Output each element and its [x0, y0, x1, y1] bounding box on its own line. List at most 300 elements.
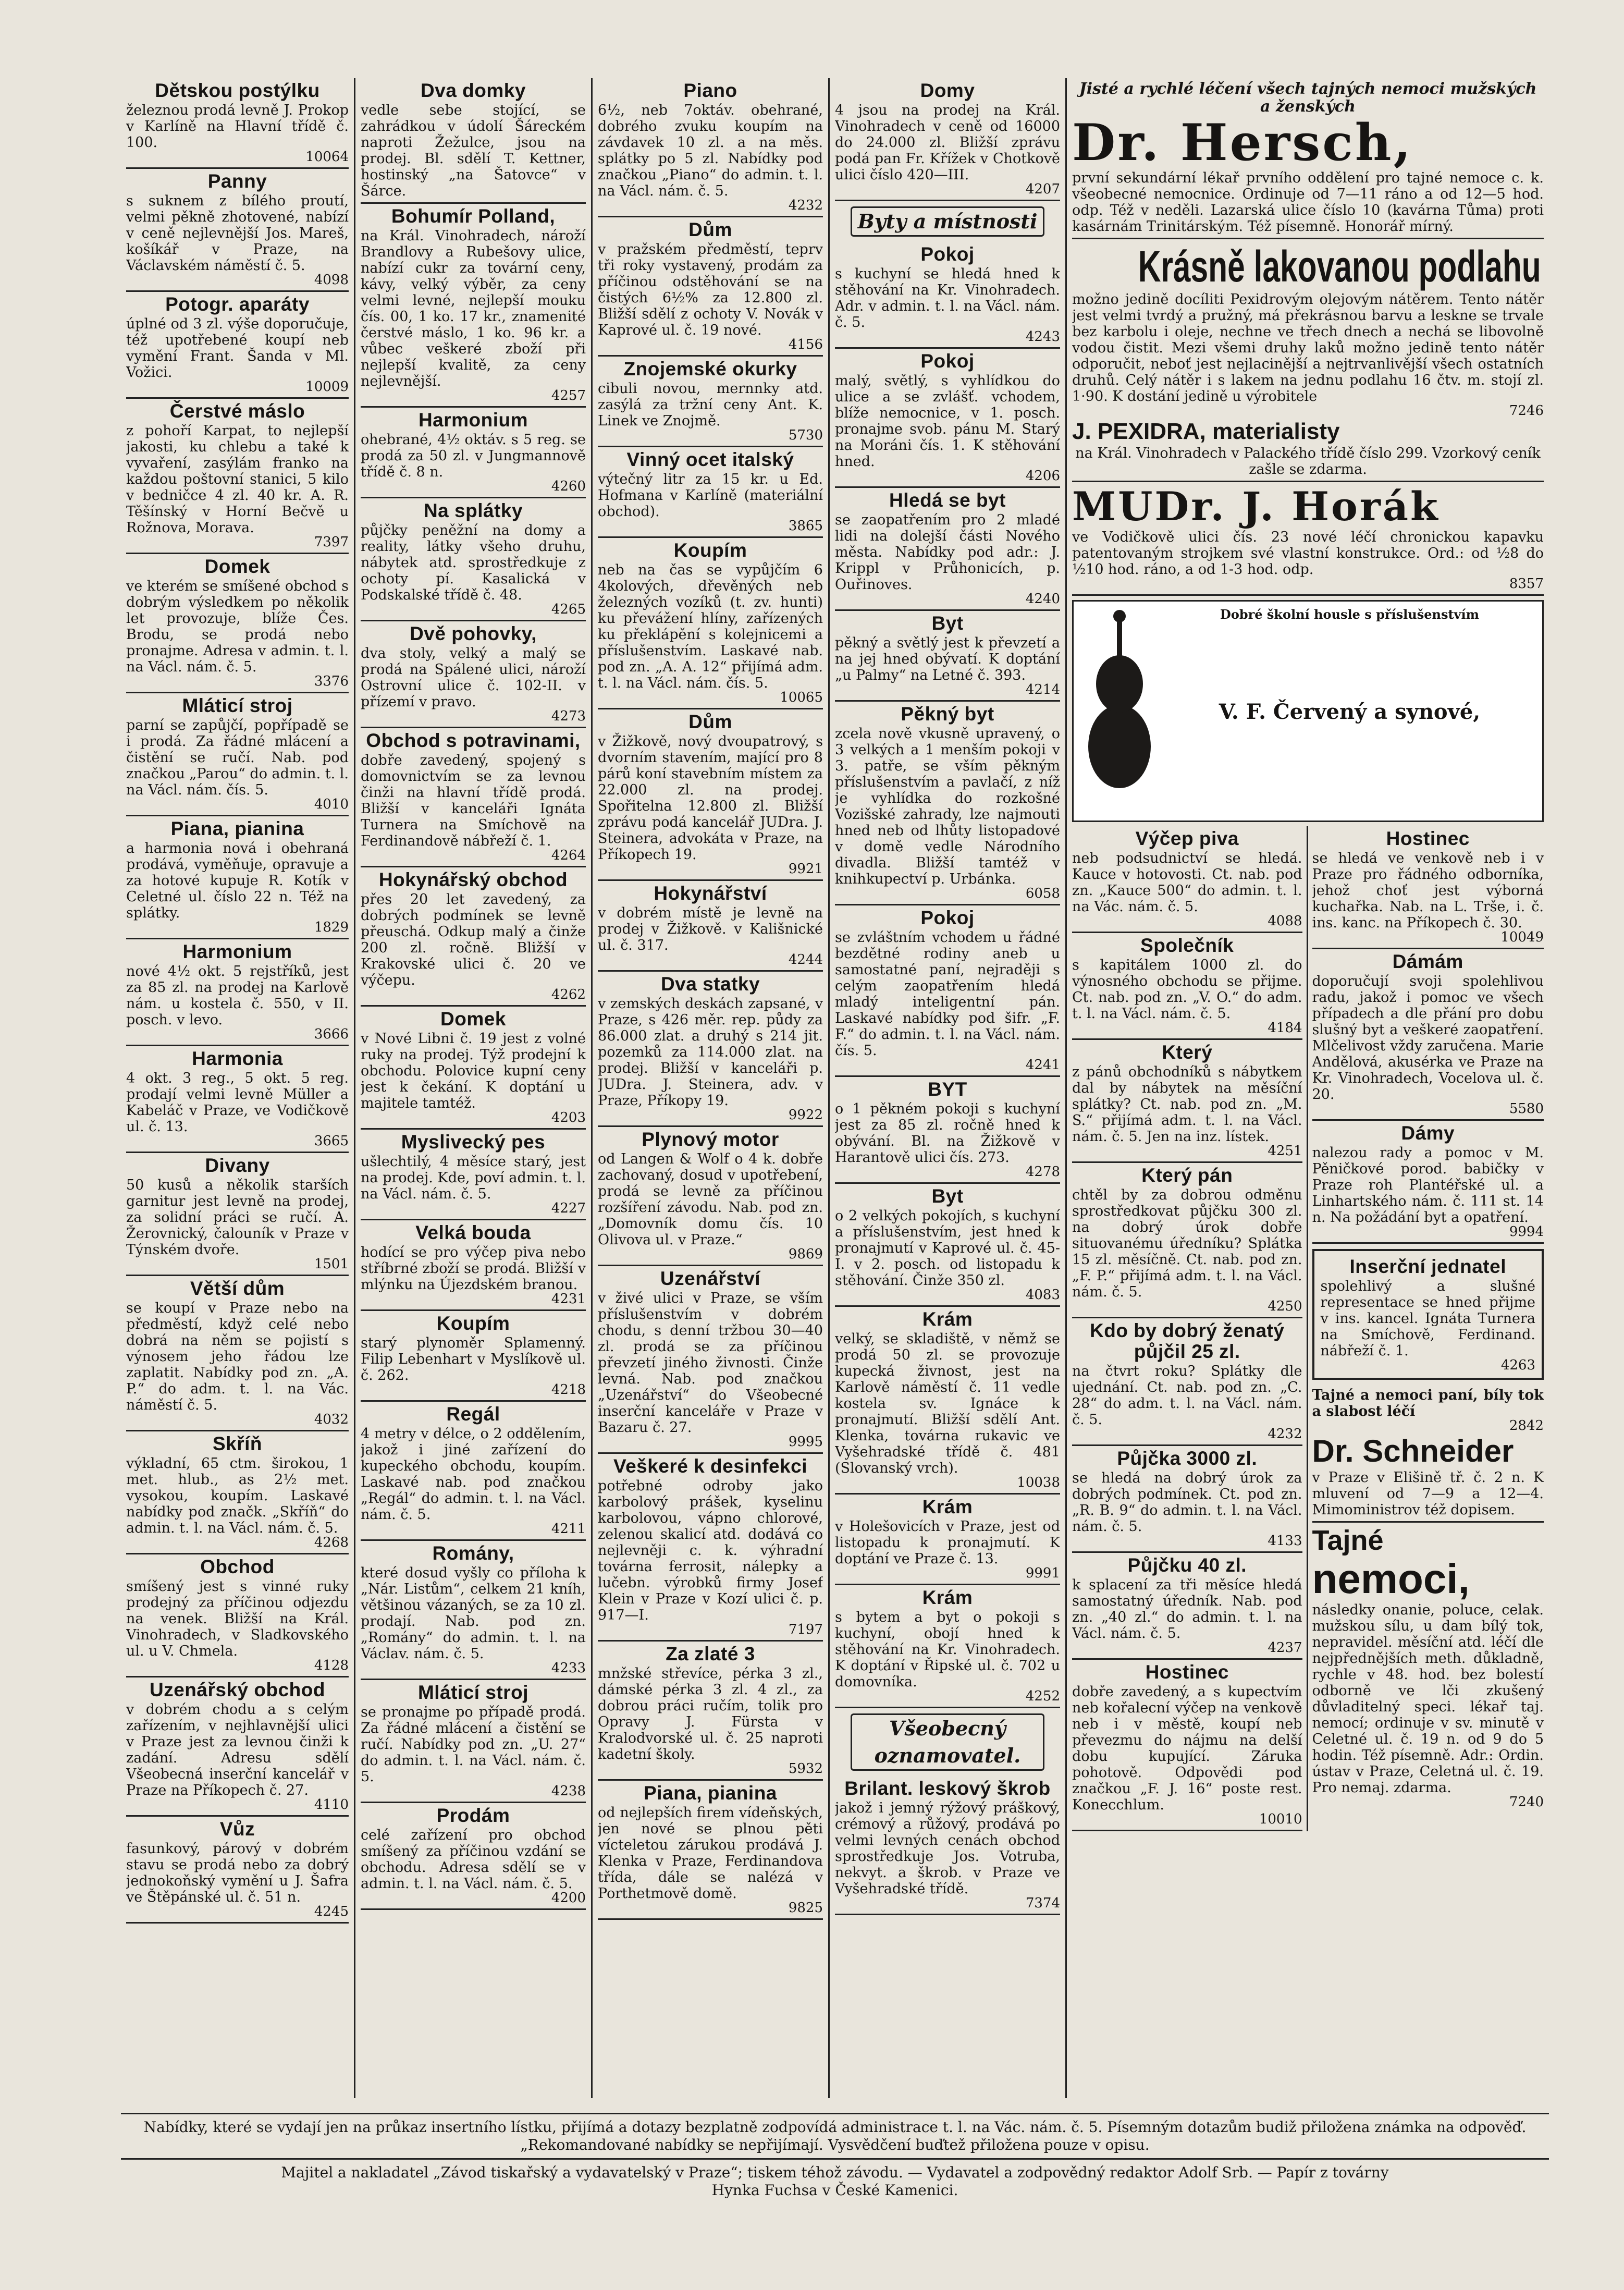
ad-title: Půjčku 40 zl.	[1127, 1554, 1247, 1576]
classified-ad	[361, 1130, 586, 1220]
ad-body: dobře zavedený, spojený s domovnictvím se za levnou činži na hlavní třídě prodá. Bližší v kanceláři Ignáta Turnera na Smíchově na Ferdinandově nábřeží č. 1.	[361, 752, 586, 849]
ad-title: Dámám	[1392, 951, 1463, 972]
ad-title: Mláticí stroj	[417, 1682, 529, 1703]
ad-body: hodící se pro výčep piva nebo stříbrné zboží se prodá. Bližší v mlýnku na Újezdském branou.	[361, 1244, 586, 1293]
ad-number: 4232	[788, 198, 823, 213]
ad-number: 4273	[551, 708, 586, 724]
podlaha-ad	[1072, 239, 1544, 482]
ad-body: na Král. Vinohradech, nároží Brandlovy a Rubešovy ulice, nabízí cukr za tovární ceny, kávy, velký výběr, za ceny velmi levné, nejlepší mouku čís. 00, 1 ko. 17 kr., znamenité čerstvé máslo, 1 ko. 96 kr. a vůbec veškeré zboží při nejlepší kvalitě, za ceny nejlevnější.	[361, 228, 586, 389]
ad-number: 4245	[314, 1904, 349, 1919]
ad-number: 3376	[314, 673, 349, 689]
ad-body: dva stoly, velký a malý se prodá na Spálené ulici, nároží Ostrovní ulice č. 102-II. v přízemí v pravo.	[361, 645, 586, 710]
classified-ad	[1072, 933, 1302, 1040]
ad-title: Vůz	[219, 1818, 255, 1840]
ad-title: Koupím	[436, 1313, 510, 1334]
ad-title: Krám	[922, 1496, 973, 1517]
ad-body: dobře zavedený, a s kupectvím neb kořalecní výčep na venkově neb i v městě, koupí neb převezmu do nájmu na delší dobu kupující. Záruka pohotově. Odpovědi pod značkou „F. J. 16“ poste rest. Konecchlum.	[1072, 1684, 1302, 1813]
classified-ad	[361, 1220, 586, 1311]
ad-title: Obchod s potravinami,	[366, 730, 581, 751]
ad-title: Hokynářství	[654, 883, 767, 904]
classified-ad	[126, 1276, 349, 1431]
classified-ad	[126, 1046, 349, 1153]
ad-number: 10049	[1500, 929, 1544, 945]
ad-title: Uzenářský obchod	[150, 1679, 325, 1700]
ad-title: Dům	[688, 219, 732, 240]
column-5	[1067, 78, 1549, 2098]
column-1	[121, 78, 355, 2098]
pexidra-name: J. PEXIDRA, materialisty	[1072, 419, 1340, 444]
classified-ad	[126, 939, 349, 1046]
classified-ad	[361, 498, 586, 621]
classified-ad	[126, 292, 349, 399]
ad-number: 4110	[314, 1797, 349, 1813]
classified-ad	[835, 1077, 1060, 1184]
ad-body: a harmonia nová i obehraná prodává, vyměňuje, opravuje a za hotové kupuje R. Kotík v Celetné ul. číslo 22 n. Též na splátky.	[126, 840, 349, 921]
ad-title: Prodám	[436, 1805, 510, 1826]
ad-body: v Žižkově, nový dvoupatrový, s dvorním stavením, mající pro 8 párů koní stavebním místem za 22.000 zl. na prodej. Spořitelna 12.800 zl. Bližší zprávu podá kancelář JUDra. J. Steinera, advokáta v Praze, na Příkopech 19.	[598, 733, 823, 863]
classified-ad	[835, 488, 1060, 611]
ad-body: starý plynoměr Splamenný. Filip Lebenhart v Myslíkově ul. č. 262.	[361, 1335, 586, 1383]
ad-number: 4244	[788, 952, 823, 968]
ad-body: smíšený jest s vinné ruky prodejný za příčinou odjezdu na venek. Bližší na Král. Vinohradech, v Sladkovského ul. u V. Chmela.	[126, 1578, 349, 1659]
ad-number: 4214	[1025, 682, 1060, 697]
ad-number: 4211	[551, 1521, 586, 1537]
ad-body: o 1 pěkném pokoji s kuchyní jest za 85 zl. ročně hned k obývání. Bl. na Žižkově v Harantově ulici čís. 273.	[835, 1101, 1060, 1166]
ad-body: v Nové Libni č. 19 jest z volné ruky na prodej. Týž prodejní k obchodu. Polovice kupní ceny jest k čekání. K doptání u majitele tamtéž.	[361, 1031, 586, 1111]
ad-body: v dobrém místě je levně na prodej v Žižkově. v Kališnické ul. č. 317.	[598, 905, 823, 953]
section-heading-vseobecny: Všeobecný oznamovatel.	[851, 1713, 1044, 1771]
classified-ad	[835, 702, 1060, 905]
ad-body: v dobrém chodu a s celým zařízením, v nejhlavnější ulici v Praze jest za levnou činži k zadání. Adresu sdělí Všeobecná inserční kancelář v Praze na Příkopech č. 27.	[126, 1701, 349, 1798]
ad-number: 4098	[314, 272, 349, 288]
classified-ad	[126, 1153, 349, 1276]
ad-title: Romány,	[432, 1542, 514, 1564]
ad-body: se zaopatřením pro 2 mladé lidi na dolejší části Nového města. Nabídky pod adr.: J. Krippl v Průhonicích, p. Ouřinoves.	[835, 512, 1060, 593]
ad-number: 4010	[314, 797, 349, 812]
ad-number: 3666	[314, 1026, 349, 1042]
classified-ad	[361, 1007, 586, 1130]
column-2	[355, 78, 593, 2098]
ad-body: 6½, neb 7oktáv. obehrané, dobrého zvuku koupím na závdavek 10 zl. a na měs. splátky po 5 zl. Nabídky pod značkou „Piano“ do admin. t. l. na Václ. nám. č. 5.	[598, 102, 823, 199]
classified-ad	[598, 217, 823, 357]
classified-ad	[598, 709, 823, 881]
ad-number: 4203	[551, 1110, 586, 1125]
ad-body: 4 jsou na prodej na Král. Vinohradech v ceně od 16000 do 24.000 zl. Bližší zprávu podá pan Fr. Křížek v Chotkově ulici číslo 420—III.	[835, 102, 1060, 183]
ad-number: 3665	[314, 1133, 349, 1149]
ad-title: Půjčka 3000 zl.	[1117, 1448, 1258, 1469]
ad-body: s kapitálem 1000 zl. do výnosného obchodu se přijme. Ct. nab. pod zn. „V. O.“ do adm. t. l. na Václ. nám. č. 5.	[1072, 957, 1302, 1022]
tajne-title: Tajné	[1312, 1525, 1384, 1556]
ad-title: Byt	[931, 1185, 964, 1207]
classified-ad	[126, 1677, 349, 1817]
ad-body: velký, se skladiště, v němž se prodá 50 zl. se provozuje kupecká živnost, jest na Karlově náměstí č. 11 vedle kostela sv. Ignáce k pronajmutí. Bližší sdělí Ant. Klenka, továrna rukavic ve Vyšehradské třídě č. 481 (Slovanský vrch).	[835, 1331, 1060, 1476]
ad-number: 4252	[1025, 1688, 1060, 1704]
podlaha-title: Krásně lakovanou podlahu	[1138, 242, 1541, 291]
ad-body: chtěl by za dobrou odměnu sprostředkovat půjčku 300 zl. na dobrý úrok dobře situovanému úředníku? Splátka 15 zl. měsíčně. Ct. nab. pod zn. „F. P.“ přijímá adm. t. l. na Václ. nám. č. 5.	[1072, 1187, 1302, 1300]
ad-number: 4200	[551, 1890, 586, 1906]
ad-title: Potogr. aparáty	[165, 293, 310, 315]
violin-title: Dobré školní housle s příslušenstvím	[1220, 607, 1479, 622]
ad-number: 4206	[1025, 468, 1060, 484]
ad-title: Dva statky	[660, 973, 760, 995]
ad-title: Větší dům	[190, 1278, 285, 1299]
ad-number: 4264	[551, 848, 586, 863]
classified-ad	[598, 1454, 823, 1642]
ad-title: Veškeré k desinfekci	[613, 1455, 808, 1477]
classified-ad	[361, 1680, 586, 1803]
schneider-ad	[1312, 1385, 1544, 1523]
ad-number: 4232	[1268, 1426, 1302, 1442]
ad-body: se zvláštním vchodem u řádné bezdětné rodiny aneb u samostatné paní, nejraději s celým zaopatřením hledá mladý inteligentní pán. Laskavé nabídky pod šifr. „F. F.“ do admin. t. l. na Václ. nám. čís. 5.	[835, 929, 1060, 1059]
ad-body: z pánů obchodníků s nábytkem dal by nábytek na měsíční splátky? Ct. nab. pod zn. „M. S.“ přijímá adm. t. l. na Václ. nám. č. 5. Jen na inz. lístek.	[1072, 1064, 1302, 1145]
classified-ad	[126, 816, 349, 939]
classified-ad	[1312, 1121, 1544, 1244]
ad-number: 4260	[551, 479, 586, 494]
ad-number: 10065	[780, 690, 823, 705]
classified-ad	[126, 169, 349, 292]
ad-body: fasunkový, párový v dobrém stavu se prodá nebo za dobrý jednokoňský vymění u J. Šafra ve Štěpánské ul. č. 51 n.	[126, 1841, 349, 1905]
ad-number: 4032	[314, 1412, 349, 1427]
ad-number: 4257	[551, 388, 586, 403]
ad-number: 4240	[1025, 591, 1060, 607]
ad-number: 9991	[1025, 1565, 1060, 1581]
violin-icon	[1078, 606, 1161, 814]
ad-number: 4083	[1025, 1287, 1060, 1303]
classified-ad	[598, 447, 823, 538]
classified-ad	[598, 972, 823, 1127]
footer-paper: Hynka Fuchsa v České Kamenici.	[711, 2182, 958, 2199]
right-subcolumn-left	[1072, 826, 1308, 1831]
ad-title: Velká bouda	[415, 1222, 531, 1243]
horak-ad	[1072, 482, 1544, 596]
podlaha-body: možno jedině docíliti Pexidrovým olejovým nátěrem. Tento nátěr jest velmi tvrdý a pružný, má překrásnou barvu a leskne se trvale bez karbolu i oleje, nechne ve třech dnech a nechá se libovolně vodou čistit. Mezi všemi druhy laků možno jedině tento nátěr odporučit, neboť jest nejlacinější a nejtrvanlivější všech ostatních druhů. Celý nátěr i s lakem na jednu podlahu 16 čtv. m. stojí zl. 1·90. K dostání jedině u výrobitele	[1072, 291, 1544, 405]
classified-ad	[598, 538, 823, 709]
horak-body: ve Vodičkově ulici čís. 23 nové léčí chronickou kapavku patentovaným strojkem své vlastní konstrukce. Ord.: od ½8 do ½10 hod. ráno, a od 1-3 hod. odp.	[1072, 529, 1544, 578]
ad-number: 4237	[1268, 1640, 1302, 1656]
ad-body: od Langen & Wolf o 4 k. dobře zachovaný, dosud v upotřebení, prodá se levně za příčinou rozšíření závodu. Nab. pod zn. „Domovník domu čís. 10 Olivova ul. v Praze.“	[598, 1151, 823, 1248]
tajne-body: následky onanie, poluce, celak. mužskou sílu, u dam bílý tok, nepravidel. měsíční atd. léčí dle nejpřednějších meth. důkladně, rychle v 48. hod. bez bolestí odborně ve lči zkušený důvladitelný speci. lékař taj. nemocí; ordinuje v sv. minutě v Celetné ul. č. 19 n. od 9 do 5 hodin. Též písemně. Adr.: Ordin. ústav v Praze, Celetná ul. č. 19. Pro nemaj. zdarma.	[1312, 1602, 1544, 1796]
ad-title: Dvě pohovky,	[410, 623, 537, 644]
ad-number: 4263	[1500, 1357, 1535, 1373]
tajne-num: 7240	[1509, 1794, 1544, 1810]
ad-body: neb podsudnictví se hledá. Kauce v hotovosti. Ct. nab. pod zn. „Kauce 500“ do admin. t. l. na Vác. nám. č. 5.	[1072, 850, 1302, 915]
ad-number: 9825	[788, 1900, 823, 1916]
classified-ad	[361, 1402, 586, 1541]
schneider-top-num: 2842	[1509, 1418, 1544, 1434]
ad-body: s kuchyní se hledá hned k stěhování na Kr. Vinohradech. Adr. v admin. t. l. na Václ. nám. č. 5.	[835, 266, 1060, 330]
ad-number: 4250	[1268, 1299, 1302, 1314]
ad-number: 4133	[1268, 1533, 1302, 1549]
ad-title: Pokoj	[920, 243, 975, 265]
footer-rule-2	[121, 2158, 1549, 2160]
classified-ad	[598, 1266, 823, 1454]
ad-body: vedle sebe stojící, se zahrádkou v údolí Šáreckém naproti Žežulce, jsou na prodej. Bl. sdělí T. Kettner, hostinský „na Šatovce“ v Šárce.	[361, 102, 586, 199]
ad-number: 9921	[788, 861, 823, 877]
ad-number: 4184	[1268, 1020, 1302, 1036]
ad-title: Dámy	[1401, 1122, 1455, 1144]
ad-number: 5730	[788, 427, 823, 443]
ad-body: malý, světlý, s vyhlídkou do ulice a se zvlášť. vchodem, blíže nemocnice, v 1. posch. pronajme svob. pánu M. Starý na Moráni čís. 1. K stěhování hned.	[835, 373, 1060, 470]
ad-body: nalezou rady a pomoc v M. Pěničkové porod. babičky v Praze roh Plantéřské ul. a Linhartského nám. č. 111 st. 14 n. Na požádání byt a opatření.	[1312, 1145, 1544, 1226]
ad-title: Na splátky	[423, 500, 523, 521]
ad-title: Obchod	[200, 1556, 275, 1577]
ad-body: o 2 velkých pokojích, s kuchyní a příslušenstvím, jest hned k pronajmutí v Kaprové ul. č. 45-I. v 2. posch. od listopadu k stěhování. Činže 350 zl.	[835, 1208, 1060, 1289]
ad-body: výkladní, 65 ctm. širokou, 1 met. hlub., as 2½ met. vysokou, koupím. Laskavé nabídky pod značk. „Skříň“ do admin. t. l. na Václ. nám. č. 5.	[126, 1455, 349, 1536]
ad-number: 10038	[1017, 1475, 1060, 1490]
hersch-body: první sekundární lékař prvního oddělení pro tajné nemoce c. k. všeobecné nemocnice. Ordinuje od 7—11 ráno a od 12—5 hod. odp. Též v neděli. Lazarská ulice číslo 10 (kavárna Tůma) proti kasárnám Trinitárským. Též písemně. Honorář mírný.	[1072, 170, 1544, 235]
ad-number: 4241	[1025, 1057, 1060, 1073]
ad-number: 4218	[551, 1382, 586, 1398]
hersch-top: Jisté a rychlé léčení všech tajných nemoci mužských a ženských	[1079, 80, 1537, 116]
classified-ad	[1072, 1163, 1302, 1318]
classified-ad	[835, 1585, 1060, 1708]
ad-title: Mláticí stroj	[182, 695, 293, 716]
ad-title: Čerstvé máslo	[169, 400, 305, 422]
ad-body: 4 metry v délce, o 2 oddělením, jakož i jiné zařízení do kupeckého obchodu, koupím. Laskavé nab. pod značkou „Regál“ do admin. t. l. na Václ. nám. č. 5.	[361, 1426, 586, 1523]
ad-body: doporučují svoji spolehlivou radu, jakož i pomoc ve všech případech a dle přání pro dobu slušný byt a veškeré zaopatření. Mlčelivost vždy zaručena. Marie Andělová, akusérka ve Praze na Kr. Vinohradech, Vocelova ul. č. 20.	[1312, 973, 1544, 1103]
ad-body: ušlechtilý, 4 měsíce starý, jest na prodej. Kde, poví admin. t. l. na Václ. nám. č. 5.	[361, 1154, 586, 1202]
ad-body: neb na čas se vypůjčím 6 4kolových, dřevěných neb železných vozíků (t. zv. hunti) ku převážení hlíny, zařízených ku překlápění s kolejnicemi a příslušenstvím. Laskavé nab. pod zn. „A. A. 12“ přijímá adm. t. l. na Václ. nám. čís. 5.	[598, 562, 823, 691]
classified-ad	[126, 1431, 349, 1554]
classified-ad	[1072, 1553, 1302, 1660]
ad-body: pěkný a světlý jest k převzetí a na jej hned obývatí. K doptání „u Palmy“ na Letné č. 393.	[835, 635, 1060, 683]
nemoci-title: nemoci,	[1312, 1556, 1470, 1602]
ad-title: Harmonium	[182, 941, 292, 962]
classified-ad	[1312, 1249, 1544, 1380]
podlaha-num: 7246	[1509, 403, 1544, 419]
tajne-ad	[1312, 1523, 1544, 1813]
ad-number: 4278	[1025, 1164, 1060, 1180]
ad-title: Společník	[1140, 935, 1234, 956]
ad-number: 9994	[1509, 1224, 1544, 1240]
right-subcolumn-right	[1308, 826, 1544, 1831]
classified-ad	[361, 621, 586, 728]
ad-body: z pohoří Karpat, to nejlepší jakosti, ku chlebu a také k vyvaření, zasýlám franko na každou poštovní stanici, 5 kilo v bedničce 4 zl. 40 kr. A. R. Těšínský v Horní Bečvě u Rožnova, Morava.	[126, 423, 349, 536]
ad-title: Regál	[446, 1403, 500, 1425]
ad-body: nové 4½ okt. 5 rejstříků, jest za 85 zl. na prodej na Karlově nám. u kostela č. 550, v II. posch. v levo.	[126, 963, 349, 1028]
ad-title: Hostinec	[1145, 1661, 1229, 1683]
ad-number: 7374	[1025, 1895, 1060, 1911]
ad-number: 9869	[788, 1246, 823, 1262]
ad-title: Domy	[920, 80, 975, 101]
ad-number: 4243	[1025, 329, 1060, 345]
ad-body: k splacení za tři měsíce hledá samostatný úředník. Nab. pod zn. „40 zl.“ do admin. t. l. na Václ. nám. č. 5.	[1072, 1577, 1302, 1642]
horak-title: MUDr. J. Horák	[1072, 483, 1440, 530]
ad-number: 5580	[1509, 1101, 1544, 1117]
hersch-name: Dr. Hersch,	[1072, 113, 1413, 172]
ad-number: 4227	[551, 1201, 586, 1216]
ad-body: s suknem z bílého proutí, velmi pěkně zhotovené, nabízí v ceně nejlevnější Jos. Mareš, košíkář v Praze, na Václavském náměstí č. 5.	[126, 193, 349, 274]
ad-title: Pěkný byt	[901, 703, 994, 725]
ad-number: 4265	[551, 602, 586, 617]
ad-title: Krám	[922, 1587, 973, 1608]
classified-ad	[126, 1554, 349, 1677]
pexidra-addr: na Král. Vinohradech v Palackého třídě číslo 299. Vzorkový ceník zašle se zdarma.	[1075, 445, 1541, 477]
ad-body: výtečný litr za 15 kr. u Ed. Hofmana v Karlíně (materiální obchod).	[598, 471, 823, 520]
classified-ad	[835, 1495, 1060, 1585]
ad-title: Domek	[204, 556, 270, 577]
classified-ad	[361, 204, 586, 408]
ad-title: Harmonia	[192, 1048, 283, 1069]
ad-number: 4251	[1268, 1143, 1302, 1159]
ad-number: 7197	[788, 1622, 823, 1637]
schneider-top: Tajné a nemoci paní, bíly tok a slabost léčí	[1312, 1387, 1544, 1419]
ad-title: Hledá se byt	[889, 489, 1006, 511]
classifieds-grid	[121, 78, 1549, 2098]
page-footer	[121, 2109, 1549, 2199]
ad-title: Dětskou postýlku	[155, 80, 320, 101]
section-heading-byty: Byty a místnosti	[851, 206, 1044, 237]
ad-number: 4262	[551, 987, 586, 1002]
ad-title: Za zlaté 3	[666, 1643, 755, 1664]
classified-ad	[126, 1817, 349, 1924]
ad-body: ve kterém se smíšené obchod s dobrým výsledkem po několik let provozuje, blíže Čes. Brodu, se prodá nebo pronajme. Adresa v admin. t. l. na Václ. nám. č. 5.	[126, 578, 349, 675]
ad-body: v Holešovicích v Praze, jest od listopadu k pronajmutí. K doptání ve Praze č. 13.	[835, 1518, 1060, 1567]
classified-ad	[361, 1803, 586, 1910]
ad-number: 4156	[788, 337, 823, 352]
ad-title: Hokynářský obchod	[378, 869, 568, 890]
classified-ad	[1072, 1446, 1302, 1553]
horak-num: 8357	[1509, 576, 1544, 592]
column-3	[593, 78, 830, 2098]
ad-title: Výčep piva	[1135, 828, 1239, 849]
ad-body: v živé ulici v Praze, se vším příslušenstvím v dobrém chodu, s denní tržbou 30—40 zl. prodá se za příčinou převzetí jiného živnosti. Činže levná. Nab. pod značkou „Uzenářství“ do Všeobecné inserční kanceláře v Praze v Bazaru č. 27.	[598, 1290, 823, 1436]
ad-body: v zemských deskách zapsané, v Praze, s 426 měr. rep. půdy za 86.000 zlat. a druhý s 214 jit. pozemků za 114.000 zlat. na prodej. Bližší v kanceláři p. JUDra. J. Steinera, adv. v Praze, Příkopy 19.	[598, 996, 823, 1109]
ad-body: které dosud vyšly co příloha k „Nár. Listům“, celkem 21 kníh, většinou vázaných, se za 10 zl. prodají. Nab. pod zn. „Romány“ do admin. t. l. na Václav. nám. č. 5.	[361, 1565, 586, 1662]
ad-body: na čtvrt roku? Splátky dle ujednání. Ct. nab. pod zn. „C. 28“ do adm. t. l. na Václ. nám. č. 5.	[1072, 1363, 1302, 1428]
right-subcolumn-ads	[1312, 826, 1544, 1380]
classified-ad	[598, 78, 823, 217]
schneider-name: Dr. Schneider	[1312, 1434, 1514, 1468]
ad-title: Piana, pianina	[170, 818, 304, 839]
classified-ad	[361, 1311, 586, 1402]
ad-title: Inserční jednatel	[1349, 1256, 1506, 1277]
ad-title: Vinný ocet italský	[626, 449, 794, 470]
classified-ad	[361, 408, 586, 498]
ad-title: Koupím	[673, 540, 747, 561]
classified-ad	[835, 905, 1060, 1077]
ad-title: Který pán	[1141, 1165, 1233, 1186]
ad-title: Hostinec	[1386, 828, 1470, 849]
classified-ad	[835, 78, 1060, 201]
ad-title: Domek	[440, 1008, 506, 1030]
ad-title: Krám	[922, 1308, 973, 1330]
ad-number: 10009	[305, 379, 349, 395]
ad-number: 4238	[551, 1783, 586, 1799]
ad-body: ohebrané, 4½ oktáv. s 5 reg. se prodá za 50 zl. v Jungmannově třídě č. 8 n.	[361, 432, 586, 480]
ad-title: Byt	[931, 613, 964, 634]
ad-title: Bohumír Polland,	[391, 205, 556, 227]
ad-number: 3865	[788, 518, 823, 534]
ad-body: půjčky peněžní na domy a reality, látky všeho druhu, nábytek atd. sprostředkuje z ochoty pí. Kasalická v Podskalské třídě č. 48.	[361, 522, 586, 603]
classified-ad	[1312, 949, 1544, 1121]
classified-ad	[361, 728, 586, 867]
ad-title: Piano	[683, 80, 737, 101]
ad-title: BYT	[928, 1079, 967, 1100]
ad-body: od nejlepších firem vídeňských, jen nové se plnou pěti vícteletou zárukou prodává J. Klenka v Praze, Ferdinandova třída, dále se nalézá v Porthetmově domě.	[598, 1805, 823, 1902]
ad-number: 5932	[788, 1761, 823, 1777]
footer-rule	[121, 2113, 1549, 2114]
ad-title: Uzenářství	[660, 1268, 761, 1289]
footer-notice: Nabídky, které se vydají jen na průkaz insertního lístku, přijímá a dotazy bezplatně zodpovídá administrace t. l. na Vác. nám. č. 5. Písemným dotazům budiž přiložena známka na odpověď. „Rekomandované nabídky se nepřijímají. Vysvědčení buďtež přiložena pouze v opisu.	[143, 2118, 1527, 2153]
ad-body: se hledá ve venkově neb i v Praze pro řádného odborníka, jehož choť jest výborná kuchařka. Nab. na L. Trše, i. č. ins. kanc. na Příkopech č. 30.	[1312, 850, 1544, 931]
ad-title: Pokoj	[920, 350, 975, 372]
ad-title: Pokoj	[920, 907, 975, 928]
classified-ad	[126, 554, 349, 693]
ad-number: 4233	[551, 1660, 586, 1676]
classified-ad	[598, 1642, 823, 1781]
classified-ad	[126, 399, 349, 554]
ad-body: zcela nově vkusně upravený, o 3 velkých a 1 menším pokoji v 3. patře, se vším pěkným příslušenstvím a pavlačí, z níž je vyhlídka do rozkošné Vozišské zahrady, lze najmouti hned neb od lhůty listopadové v domě vedle Národního divadla. Bližší tamtéž v knihkupectví p. Urbánka.	[835, 726, 1060, 887]
ad-body: přes 20 let zavedený, za dobrých podmínek se levně přeuschá. Odkup malý a činže 200 zl. ročně. Bližší v Krakovské ulici č. 20 ve výčepu.	[361, 891, 586, 988]
classified-ad	[1072, 1040, 1302, 1163]
ad-title: Který	[1162, 1042, 1213, 1063]
ad-title: Divany	[205, 1155, 270, 1176]
ad-body: úplné od 3 zl. výše doporučuje, též upotřebené koupí neb vymění Frant. Šanda v Ml. Vožici.	[126, 316, 349, 381]
violin-shop: V. F. Červený a synové,	[1219, 700, 1481, 724]
ad-body: mnžské střevíce, pérka 3 zl., dámské pérka 3 zl. 4 zl., za dobrou práci ručím, tolik pro Opravy J. Fürsta v Kralodvorské ul. č. 25 naproti kadetní školy.	[598, 1666, 823, 1762]
ad-body: se pronajme po případě prodá. Za řádné mlácení a čistění se ručí. Nabídky pod zn. „U. 27“ do admin. t. l. na Václ. nám. č. 5.	[361, 1704, 586, 1785]
classified-ad	[598, 357, 823, 447]
ad-body: celé zařízení pro obchod smíšený za příčinou vzdání se obchodu. Adresa sdělí se v admin. t. l. na Václ. nám. č. 5.	[361, 1827, 586, 1892]
ad-title: Harmonium	[418, 409, 528, 431]
classified-ad	[835, 1307, 1060, 1495]
ad-number: 1501	[314, 1256, 349, 1272]
ad-number: 7397	[314, 534, 349, 550]
classified-ad	[598, 881, 823, 972]
ad-number: 4231	[551, 1291, 586, 1307]
classified-ad	[361, 1541, 586, 1680]
ad-title: Panny	[207, 170, 267, 192]
ad-body: s bytem a byt o pokoji s kuchyní, obojí hned k stěhování na Kr. Vinohradech. K doptání v Řipské ul. č. 702 u domovníka.	[835, 1609, 1060, 1690]
ad-number: 1829	[314, 920, 349, 935]
ad-number: 4268	[314, 1535, 349, 1550]
ad-number: 6058	[1025, 886, 1060, 901]
footer-publisher: Majitel a nakladatel „Závod tiskařský a vydavatelský v Praze“; tiskem téhož závodu. — Vydavatel a zodpovědný redaktor Adolf Srb. — Papír z továrny	[281, 2164, 1389, 2181]
violin-ad	[1072, 600, 1544, 822]
classified-ad	[598, 1781, 823, 1920]
ad-number: 4088	[1268, 913, 1302, 929]
schneider-body: v Praze v Elišině tř. č. 2 n. K mluvení od 7—9 a 12—4. Mimoministrov též dopisem.	[1312, 1469, 1544, 1518]
classified-ad	[598, 1127, 823, 1266]
ad-body: jakož i jemný rýžový práškový, crémový a růžový, prodává po velmi levných cenách obchod sprostředkuje Jos. Votruba, nekvyt. a škrob. v Praze ve Vyšehradské třídě.	[835, 1800, 1060, 1897]
classified-ad	[126, 78, 349, 169]
classified-ad	[361, 78, 586, 204]
ad-title: Plynový motor	[642, 1129, 779, 1150]
ad-number: 9922	[788, 1107, 823, 1123]
column-4	[830, 78, 1067, 2098]
classified-ad	[835, 611, 1060, 702]
ad-body: cibuli novou, mernnky atd. zasýlá za tržní ceny Ant. K. Linek ve Znojmě.	[598, 381, 823, 429]
ad-body: v pražském předměstí, teprv tři roky vystavený, prodám za příčinou odstěhování se na čistých 6½% za 12.800 zl. Bližší sdělí z ochoty V. Novák v Kaprové ul. č. 19 nové.	[598, 241, 823, 338]
classified-ad	[1072, 826, 1302, 933]
ad-number: 9995	[788, 1434, 823, 1450]
ad-body: 50 kusů a několik starších garnitur jest levně na prodej, za solidní práci se ručí. A. Žerovnický, čalouník v Praze v Týnském dvoře.	[126, 1177, 349, 1258]
ad-body: potřebné odroby jako karbolový prášek, kyselinu karbolovou, vápno chlorové, zelenou skalicí atd. dodává co nejlevněji c. k. výhradní továrna ferrosit, nálepky a lučebn. výrobků firmy Josef Klein v Praze v Kozí ulici č. p. 917—I.	[598, 1478, 823, 1623]
ad-body: se koupí v Praze nebo na předměstí, když celé nebo dobrá na něm se pojistí s výnosem jeho řádou lze zaplatit. Nabídky pod zn. „A. P.“ do adm. t. l. na Vác. náměstí č. 5.	[126, 1300, 349, 1413]
ad-number: 10010	[1259, 1811, 1302, 1827]
ad-body: železnou prodá levně J. Prokop v Karlíně na Hlavní třídě č. 100.	[126, 102, 349, 151]
ad-title: Kdo by dobrý ženatý půjčil 25 zl.	[1090, 1320, 1285, 1362]
ad-title: Dva domky	[421, 80, 526, 101]
ad-number: 10064	[305, 149, 349, 165]
classified-ad	[1072, 1318, 1302, 1446]
classified-ad	[835, 1184, 1060, 1307]
ad-title: Piana, pianina	[644, 1782, 777, 1804]
ad-title: Skříň	[212, 1433, 263, 1454]
ad-number: 4207	[1025, 181, 1060, 197]
ad-title: Dům	[688, 711, 732, 732]
